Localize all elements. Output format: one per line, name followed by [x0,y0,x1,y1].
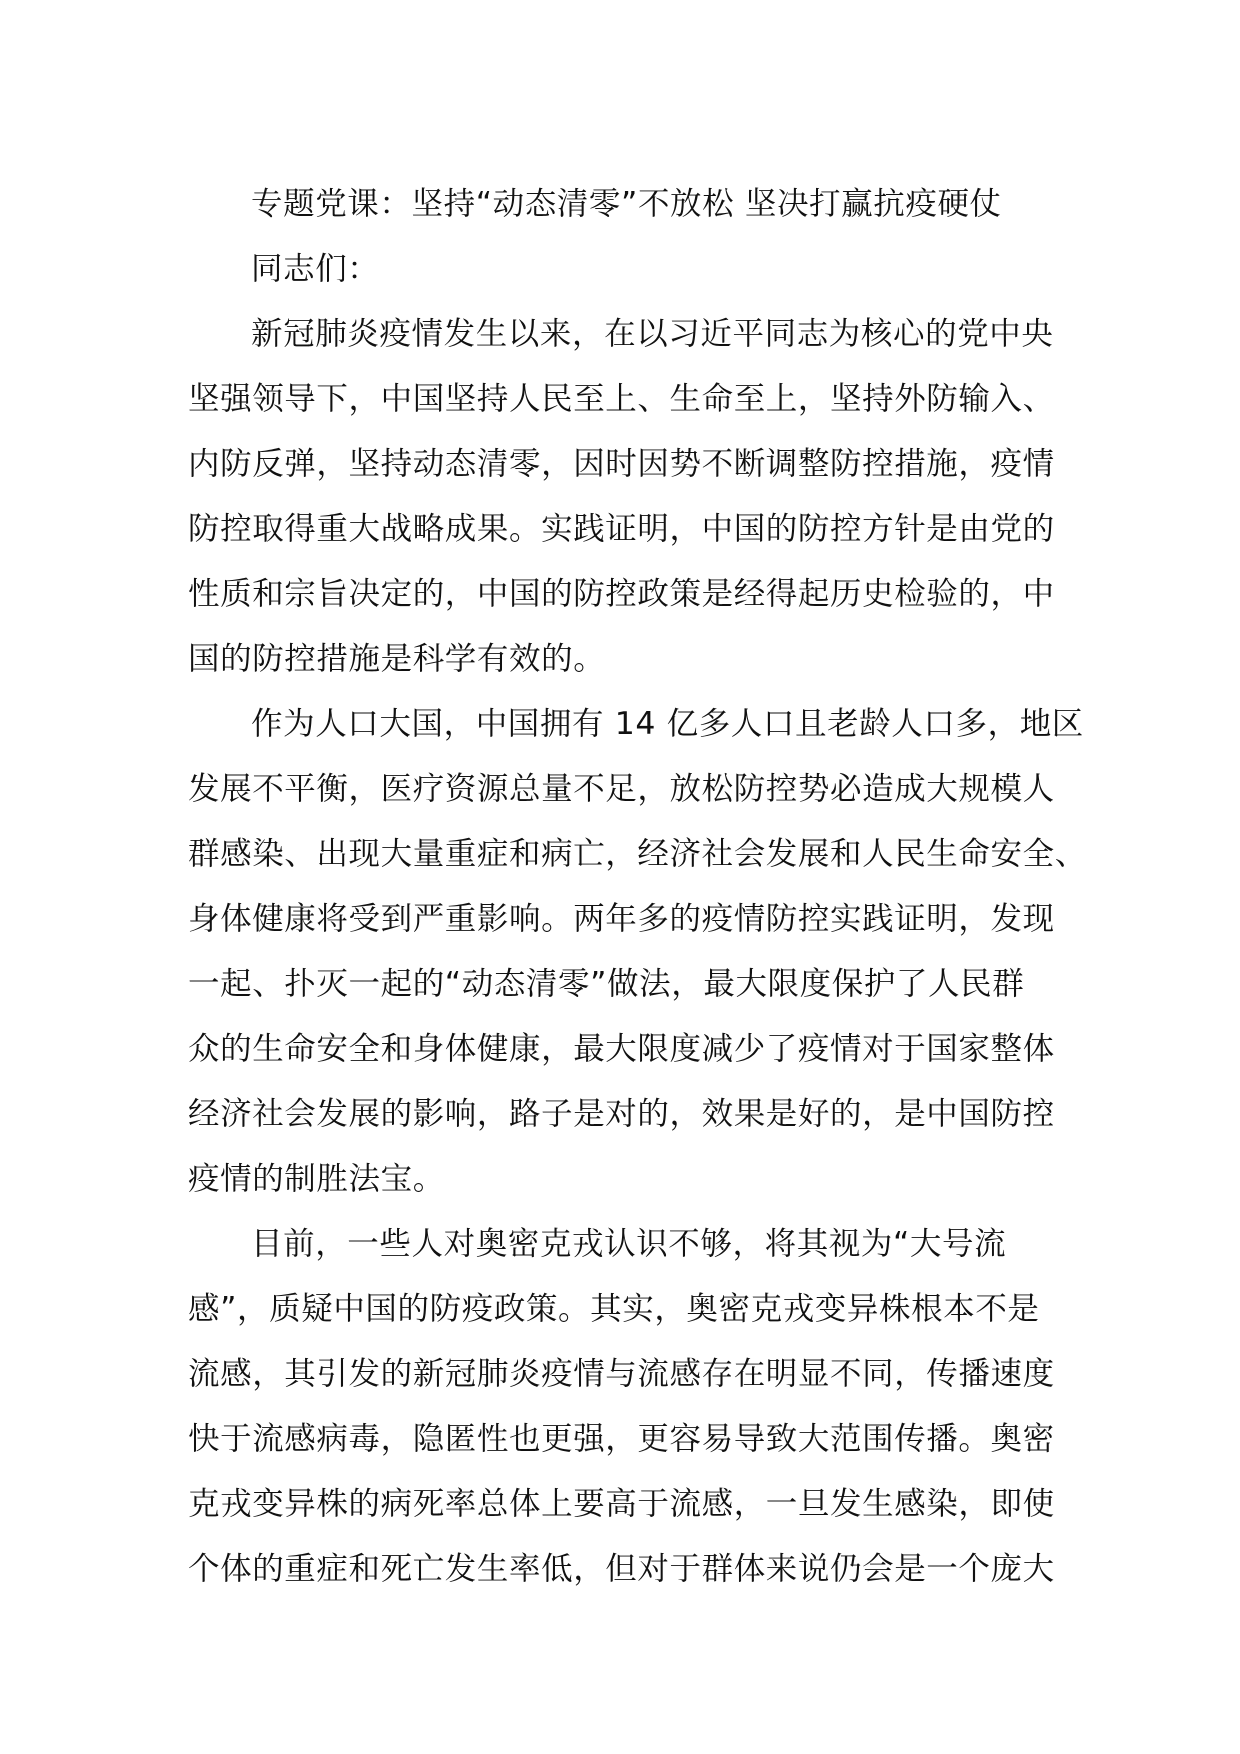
document-body [188,172,1087,1602]
salutation: 同志们： [251,251,380,287]
paragraph-2 [188,692,1087,1212]
paragraph-line: 一起、扑灭一起的“动态清零”做法，最大限度保护了人民群 [188,966,1025,1002]
paragraph-line: 目前，一些人对奥密克戎认识不够，将其视为“大号流 [251,1226,1007,1262]
paragraph-line: 个体的重症和死亡发生率低，但对于群体来说仍会是一个庞大 [188,1551,1055,1587]
paragraph-line: 经济社会发展的影响，路子是对的，效果是好的，是中国防控 [188,1096,1055,1132]
paragraph-line: 防控取得重大战略成果。实践证明，中国的防控方针是由党的 [188,511,1055,547]
paragraph-line: 坚强领导下，中国坚持人民至上、生命至上，坚持外防输入、 [188,381,1055,417]
paragraph-line: 群感染、出现大量重症和病亡，经济社会发展和人民生命安全、 [188,836,1087,872]
paragraph-line: 克戎变异株的病死率总体上要高于流感，一旦发生感染，即使 [188,1486,1055,1522]
paragraph-3 [188,1212,1068,1602]
paragraph-line: 国的防控措施是科学有效的。 [188,641,606,677]
document-title: 专题党课：坚持“动态清零”不放松 坚决打赢抗疫硬仗 [251,186,1002,222]
paragraph-line: 感”，质疑中国的防疫政策。其实，奥密克戎变异株根本不是 [188,1291,1040,1327]
paragraph-line: 身体健康将受到严重影响。两年多的疫情防控实践证明，发现 [188,901,1055,937]
paragraph-line: 作为人口大国，中国拥有 14 亿多人口且老龄人口多，地区 [251,706,1084,742]
paragraph-line: 流感，其引发的新冠肺炎疫情与流感存在明显不同，传播速度 [188,1356,1055,1392]
paragraph-1 [188,302,1068,692]
paragraph-line: 内防反弹，坚持动态清零，因时因势不断调整防控措施，疫情 [188,446,1055,482]
paragraph-line: 疫情的制胜法宝。 [188,1161,445,1197]
paragraph-line: 快于流感病毒，隐匿性也更强，更容易导致大范围传播。奥密 [188,1421,1055,1457]
paragraph-line: 性质和宗旨决定的，中国的防控政策是经得起历史检验的，中 [188,576,1055,612]
paragraph-line: 新冠肺炎疫情发生以来，在以习近平同志为核心的党中央 [251,316,1054,352]
paragraph-line: 众的生命安全和身体健康，最大限度减少了疫情对于国家整体 [188,1031,1055,1067]
paragraph-line: 发展不平衡，医疗资源总量不足，放松防控势必造成大规模人 [188,771,1055,807]
